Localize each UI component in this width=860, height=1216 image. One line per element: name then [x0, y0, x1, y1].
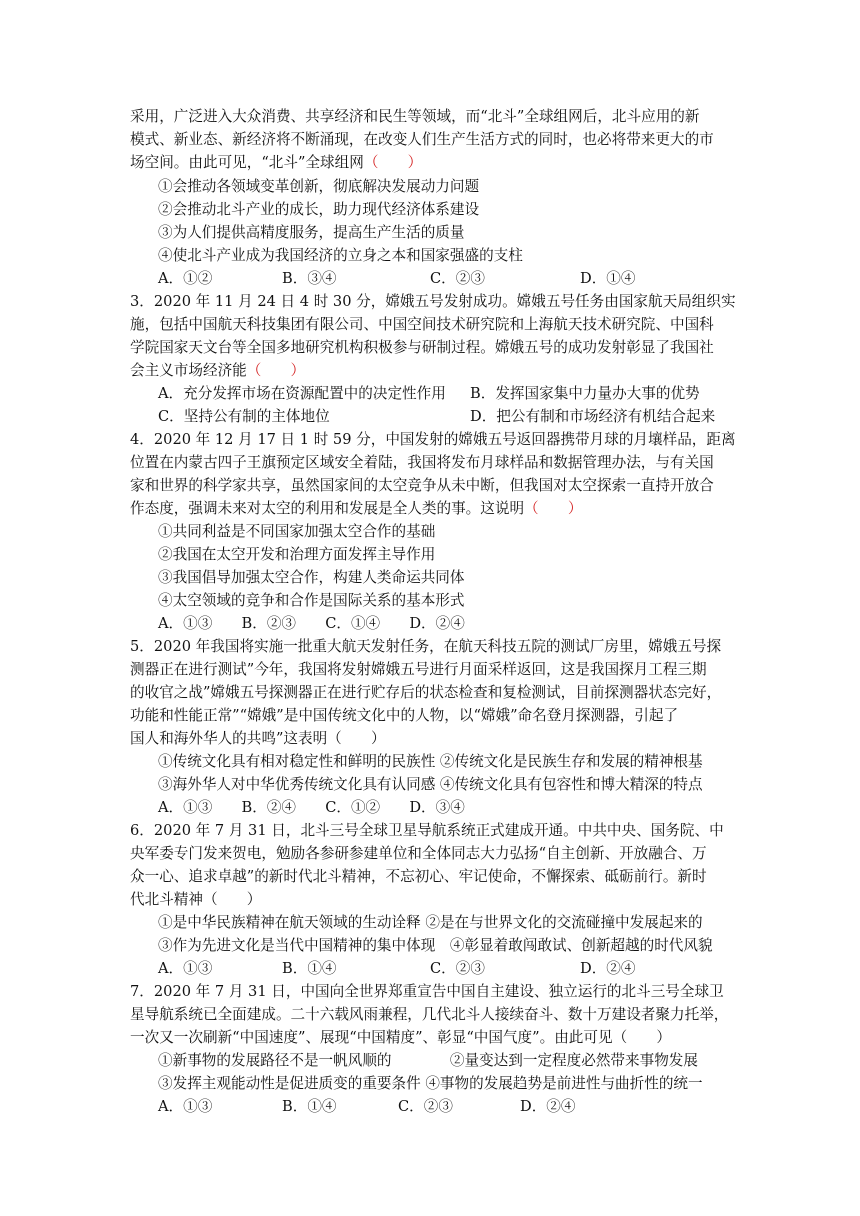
- text-line: [158, 590, 464, 612]
- line-text: 星导航系统已全面建成。二十六载风雨兼程，几代北斗人接续奋斗、数十万建设者聚力托举，: [130, 1006, 729, 1023]
- answer-option: A．充分发挥市场在资源配置中的决定性作用: [158, 385, 446, 402]
- line-text: 功能和性能正常”“嫦娥”是中国传统文化中的人物，以“嫦娥”命名登月探测器，引起了: [130, 707, 679, 724]
- line-text: ④使北斗产业成为我国经济的立身之本和国家强盛的支柱: [158, 247, 523, 264]
- answer-option: D．①④: [580, 270, 636, 287]
- text-line: [130, 843, 707, 865]
- text-line: [130, 360, 305, 382]
- text-line: [158, 774, 703, 796]
- text-line: [130, 1027, 671, 1049]
- answer-option: B．③④: [282, 270, 337, 287]
- text-line: [158, 245, 523, 267]
- line-text: ①新事物的发展路径不是一帆风顺的 ②量变达到一定程度必然带来事物发展: [158, 1052, 698, 1069]
- line-text: ①会推动各领域变革创新，彻底解决发展动力问题: [158, 178, 480, 195]
- line-text: 采用，广泛进入大众消费、共享经济和民生等领域，而“北斗”全球组网后，北斗应用的新: [130, 108, 700, 125]
- text-line: [130, 152, 422, 174]
- text-line: [158, 176, 479, 198]
- line-text: ③海外华人对中华优秀传统文化具有认同感 ④传统文化具有包容性和博大精深的特点: [158, 776, 703, 793]
- line-text: 家和世界的科学家共享，虽然国家间的太空竞争从未中断，但我国对太空探索一直持开放合: [130, 477, 714, 494]
- text-line: [130, 682, 721, 704]
- line-text: 会主义市场经济能: [130, 362, 247, 379]
- line-text: 3．2020 年 11 月 24 日 4 时 30 分，嫦娥五号发射成功。嫦娥五号任务由国家航天局组织实: [130, 293, 736, 310]
- text-line: [158, 751, 703, 773]
- line-text: ①共同利益是不同国家加强太空合作的基础: [158, 523, 436, 540]
- line-text: 测器正在进行测试”今年，我国将发射嫦娥五号进行月面采样返回，这是我国探月工程三期: [130, 661, 707, 678]
- line-text: A．①③ B．②③ C．①④ D．②④: [158, 615, 465, 632]
- answer-option: B．①④: [282, 960, 337, 977]
- line-text: ③作为先进文化是当代中国精神的集中体现 ④彰显着敢闯敢试、创新超越的时代风貌: [158, 937, 713, 954]
- text-line: [158, 521, 435, 543]
- line-text: 6．2020 年 7 月 31 日，北斗三号全球卫星导航系统正式建成开通。中共中央、国务院、中: [130, 822, 724, 839]
- text-line: [158, 1073, 703, 1095]
- text-line: [158, 1050, 698, 1072]
- text-line: [130, 452, 714, 474]
- line-text: A．①③ B．②④ C．①② D．③④: [158, 799, 465, 816]
- answer-option: A．①③: [158, 1098, 213, 1115]
- text-line: [130, 820, 724, 842]
- answer-option: C．②③: [430, 960, 485, 977]
- text-line: [130, 889, 261, 911]
- line-text: 7．2020 年 7 月 31 日，中国向全世界郑重宣告中国自主建设、独立运行的北斗三号全球卫: [130, 983, 724, 1000]
- answer-option: D．②④: [580, 960, 636, 977]
- text-line: [130, 705, 678, 727]
- answer-bracket: （ ）: [246, 362, 306, 379]
- text-line: [130, 129, 714, 151]
- line-text: ③发挥主观能动性是促进质变的重要条件 ④事物的发展趋势是前进性与曲折性的统一: [158, 1075, 703, 1092]
- text-line: [130, 337, 714, 359]
- line-text: 位置在内蒙古四子王旗预定区域安全着陆，我国将发布月球样品和数据管理办法，与有关国: [130, 454, 714, 471]
- answer-option: A．①③: [158, 960, 213, 977]
- text-line: [158, 797, 465, 819]
- line-text: ①是中华民族精神在航天领域的生动诠释 ②是在与世界文化的交流碰撞中发展起来的: [158, 914, 703, 931]
- line-text: 代北斗精神（ ）: [130, 891, 262, 908]
- text-line: [158, 935, 713, 957]
- answer-option: C．坚持公有制的主体地位: [158, 408, 330, 425]
- line-text: 国人和海外华人的共鸣”这表明（ ）: [130, 730, 386, 747]
- line-text: 作态度，强调未来对太空的利用和发展是全人类的事。这说明: [130, 500, 525, 517]
- text-line: [130, 498, 582, 520]
- line-text: ④太空领域的竞争和合作是国际关系的基本形式: [158, 592, 465, 609]
- line-text: 一次又一次刷新“中国速度”、展现“中国精度”、彰显“中国气度”。由此可见（ ）: [130, 1029, 671, 1046]
- text-line: [158, 613, 465, 635]
- answer-bracket: （ ）: [524, 500, 583, 517]
- text-line: [130, 636, 721, 658]
- line-text: 场空间。由此可见，“北斗”全球组网: [130, 154, 364, 171]
- answer-option: A．①②: [158, 270, 213, 287]
- line-text: 5．2020 年我国将实施一批重大航天发射任务，在航天科技五院的测试厂房里，嫦娥五号探: [130, 638, 722, 655]
- line-text: 4．2020 年 12 月 17 日 1 时 59 分，中国发射的嫦娥五号返回器携带月球的月壤样品，距离: [130, 431, 736, 448]
- answer-option: C．②③: [398, 1098, 453, 1115]
- text-line: [130, 866, 707, 888]
- text-line: [158, 567, 464, 589]
- text-line: [130, 106, 700, 128]
- line-text: ②会推动北斗产业的成长，助力现代经济体系建设: [158, 201, 480, 218]
- answer-option: B．发挥国家集中力量办大事的优势: [470, 385, 700, 402]
- text-line: [130, 475, 714, 497]
- line-text: ①传统文化具有相对稳定性和鲜明的民族性 ②传统文化是民族生存和发展的精神根基: [158, 753, 703, 770]
- text-line: [130, 314, 714, 336]
- text-line: [130, 659, 707, 681]
- text-line: [130, 291, 736, 313]
- line-text: 模式、新业态、新经济将不断涌现，在改变人们生产生活方式的同时，也必将带来更大的市: [130, 131, 714, 148]
- text-line: [130, 1004, 728, 1026]
- line-text: 学院国家天文台等全国多地研究机构积极参与研制过程。嫦娥五号的成功发射彰显了我国社: [130, 339, 714, 356]
- line-text: ③我国倡导加强太空合作，构建人类命运共同体: [158, 569, 465, 586]
- text-line: [158, 912, 703, 934]
- answer-option: B．①④: [282, 1098, 337, 1115]
- line-text: ③为人们提供高精度服务，提高生产生活的质量: [158, 224, 465, 241]
- text-line: [158, 222, 464, 244]
- line-text: 的收官之战”嫦娥五号探测器正在进行贮存后的状态检查和复检测试，目前探测器状态完好，: [130, 684, 722, 701]
- line-text: 央军委专门发来贺电，勉励各参研参建单位和全体同志大力弘扬“自主创新、开放融合、万: [130, 845, 707, 862]
- text-line: [130, 728, 386, 750]
- text-line: [158, 199, 479, 221]
- answer-option: C．②③: [430, 270, 485, 287]
- line-text: 众一心、追求卓越”的新时代北斗精神，不忘初心、牢记使命，不懈探索、砥砺前行。新时: [130, 868, 707, 885]
- line-text: 施，包括中国航天科技集团有限公司、中国空间技术研究院和上海航天技术研究院、中国科: [130, 316, 714, 333]
- text-line: [130, 429, 736, 451]
- answer-option: D．把公有制和市场经济有机结合起来: [470, 408, 716, 425]
- answer-option: D．②④: [520, 1098, 576, 1115]
- text-line: [130, 981, 724, 1003]
- text-line: [158, 544, 435, 566]
- line-text: ②我国在太空开发和治理方面发挥主导作用: [158, 546, 436, 563]
- answer-bracket: （ ）: [363, 154, 423, 171]
